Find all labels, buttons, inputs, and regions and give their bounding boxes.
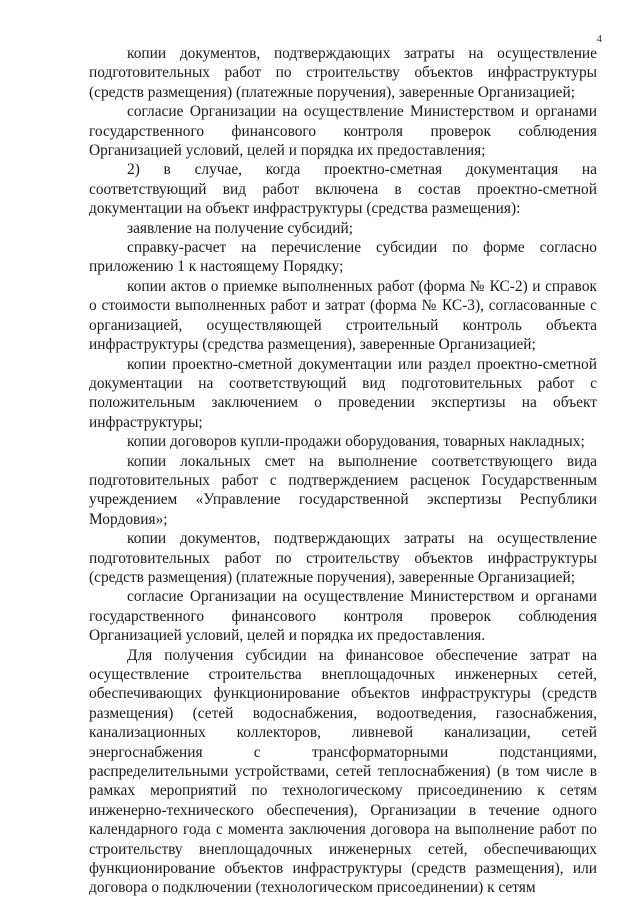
paragraph-application: заявление на получение субсидий; — [127, 219, 354, 237]
paragraph-design-docs: копии проектно-сметной документации или раздел проектно-сметной документации на соответствующий вид подготовительных работ с положительным заключением о проведении экспертизы на объект инфраструктуры; — [89, 355, 597, 431]
paragraph-acts-ks2: копии актов о приемке выполненных работ (форма № КС-2) и справок о стоимости выполненных работ и затрат (форма № КС-3), согласованные с организацией, осуществляющей строительный контроль объекта инфраструктуры (средства размещения), заверенные Организацией; — [89, 277, 597, 354]
paragraph-payment-docs-2: копии документов, подтверждающих затраты на осуществление подготовительных работ по строительству объектов инфраструктуры (средств размещения) (платежные поручения), заверенные Организацией; — [89, 530, 597, 586]
document-body — [89, 44, 597, 898]
paragraph-local-estimates: копии локальных смет на выполнение соответствующего вида подготовительных работ с подтверждением расценок Государственным учреждением «Управление государственной экспертизы Республики Мордовия»; — [89, 452, 597, 528]
paragraph-purchase-contracts: копии договоров купли-продажи оборудования, товарных накладных; — [127, 433, 585, 451]
page-number: 4 — [596, 33, 602, 45]
paragraph-case-2: 2) в случае, когда проектно-сметная документация на соответствующий вид работ включена в состав проектно-сметной документации на объект инфраструктуры (средства размещения): — [89, 161, 597, 218]
paragraph-engineering-networks: Для получения субсидии на финансовое обеспечение затрат на осуществление строительства внеплощадочных инженерных сетей, обеспечивающих функционирование объектов инфраструктуры (средств размещения) (сетей водоснабжения, водоотведения, газоснабжения, канализационных коллекторов, ливневой канализации, сетей энергоснабжения с трансформаторными подстанциями, распределительными устройствами, сетей теплоснабжения) (в том числе в рамках мероприятий по технологическому присоединению к сетям инженерно-технического обеспечения), Организации в течение одного календарного года с момента заключения договора на выполнение работ по строительству внеплощадочных инженерных сетей, обеспечивающих функционирование объектов инфраструктуры (средств размещения), или договора о подключении (технологическом присоединении) к сетям — [89, 646, 597, 897]
paragraph-consent-2: согласие Организации на осуществление Министерством и органами государственного финансового контроля проверок соблюдения Организацией условий, целей и порядка их предоставления. — [89, 588, 597, 645]
paragraph-payment-docs-1: копии документов, подтверждающих затраты на осуществление подготовительных работ по строительству объектов инфраструктуры (средств размещения) (платежные поручения), заверенные Организацией; — [89, 45, 597, 101]
paragraph-calculation: справку-расчет на перечисление субсидии по форме согласно приложению 1 к настоящему Порядку; — [89, 239, 597, 276]
paragraph-consent-1: согласие Организации на осуществление Министерством и органами государственного финансового контроля проверок соблюдения Организацией условий, целей и порядка их предоставления; — [89, 103, 597, 160]
